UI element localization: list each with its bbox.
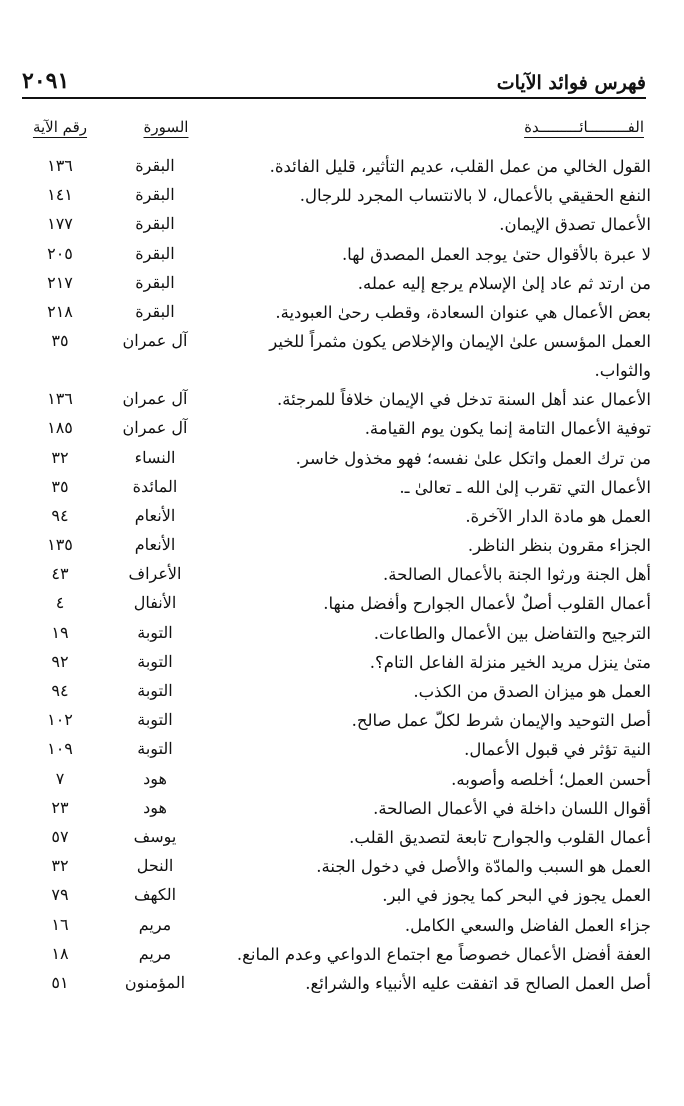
ayah-number: ٢١٨	[47, 301, 73, 321]
index-row	[0, 558, 684, 587]
ayah-number: ٢٣	[51, 797, 69, 817]
column-header-ayah: رقم الآية	[32, 118, 88, 136]
ayah-number: ٢١٧	[47, 272, 73, 292]
surah-name: الأنعام	[134, 505, 176, 525]
index-row	[0, 967, 684, 996]
benefit-text: توفية الأعمال التامة إنما يكون يوم القيامة.	[364, 419, 651, 439]
column-header-fawaid: الفـــــــــائـــــــــدة	[524, 118, 644, 136]
ayah-number: ١٨	[51, 943, 69, 963]
benefit-text: الأعمال عند أهل السنة تدخل في الإيمان خلافاً للمرجئة.	[277, 390, 651, 410]
index-row	[0, 412, 684, 441]
benefit-text: متىٰ ينزل مريد الخير منزلة الفاعل التام؟.	[369, 652, 651, 672]
benefit-text: من ارتد ثم عاد إلىٰ الإسلام يرجع إليه عمله.	[357, 273, 651, 293]
surah-name: الكهف	[133, 885, 177, 905]
benefit-text: بعض الأعمال هي عنوان السعادة، وقطب رحىٰ العبودية.	[275, 302, 651, 322]
index-row	[0, 383, 684, 412]
index-row	[0, 909, 684, 938]
surah-name: آل عمران	[122, 389, 188, 409]
benefit-text: العمل هو السبب والمادّة والأصل في دخول الجنة.	[316, 857, 651, 877]
benefit-text: العمل يجوز في البحر كما يجوز في البر.	[382, 886, 651, 906]
ayah-number: ٢٠٥	[47, 243, 73, 263]
surah-name: النساء	[134, 447, 176, 467]
index-row	[0, 821, 684, 850]
surah-name: مريم	[138, 914, 172, 934]
benefit-text: أحسن العمل؛ أخلصه وأصوبه.	[451, 769, 651, 789]
surah-name: مريم	[138, 943, 172, 963]
index-row	[0, 267, 684, 296]
ayah-number: ١٤١	[47, 185, 73, 205]
index-row	[0, 792, 684, 821]
benefit-text: أقوال اللسان داخلة في الأعمال الصالحة.	[373, 798, 651, 818]
ayah-number: ٣٢	[51, 447, 69, 467]
index-row	[0, 733, 684, 762]
ayah-number: ٧	[55, 768, 65, 788]
index-row	[0, 529, 684, 558]
surah-name: الأنفال	[133, 593, 177, 613]
benefit-text: الأعمال التي تقرب إلىٰ الله ـ تعالىٰ ـ.	[399, 477, 651, 497]
page-title: فهرس فوائد الآيات	[496, 72, 646, 94]
index-row	[0, 325, 684, 383]
surah-name: المائدة	[132, 476, 178, 496]
index-row	[0, 617, 684, 646]
index-row	[0, 646, 684, 675]
ayah-number: ١٣٥	[47, 535, 73, 555]
ayah-number: ٥١	[51, 972, 69, 992]
surah-name: النحل	[136, 856, 174, 876]
benefit-text: العفة أفضل الأعمال خصوصاً مع اجتماع الدواعي وعدم المانع.	[236, 944, 651, 964]
benefit-text: العمل المؤسس علىٰ الإيمان والإخلاص يكون مثمراً للخير والثواب.	[269, 332, 651, 381]
ayah-number: ٤٣	[51, 564, 69, 584]
surah-name: البقرة	[135, 243, 175, 263]
surah-name: يوسف	[133, 826, 177, 846]
ayah-number: ١٨٥	[47, 418, 73, 438]
index-row	[0, 763, 684, 792]
index-row	[0, 208, 684, 237]
index-row	[0, 150, 684, 179]
page-number: ٢٠٩١	[22, 68, 70, 94]
surah-name: التوبة	[137, 651, 173, 671]
benefit-text: الترجيح والتفاضل بين الأعمال والطاعات.	[373, 623, 651, 643]
benefit-text: القول الخالي من عمل القلب، عديم التأثير، قليل الفائدة.	[269, 157, 651, 176]
ayah-number: ٣٥	[51, 476, 69, 496]
benefit-text: جزاء العمل الفاضل والسعي الكامل.	[404, 915, 651, 935]
surah-name: التوبة	[137, 710, 173, 730]
index-row	[0, 850, 684, 879]
surah-name: آل عمران	[122, 331, 188, 351]
surah-name: البقرة	[135, 185, 175, 205]
ayah-number: ١٣٦	[47, 389, 73, 409]
surah-name: الأنعام	[134, 535, 176, 555]
ayah-number: ١٣٦	[47, 156, 73, 175]
ayah-number: ١٠٩	[47, 739, 73, 759]
benefit-text: الأعمال تصدق الإيمان.	[499, 215, 651, 235]
index-row	[0, 442, 684, 471]
index-rows	[0, 150, 684, 996]
ayah-number: ٩٤	[51, 681, 69, 700]
surah-name: التوبة	[137, 622, 173, 642]
index-row	[0, 471, 684, 500]
surah-name: آل عمران	[122, 418, 188, 438]
surah-name: هود	[143, 797, 167, 817]
ayah-number: ٥٧	[51, 826, 69, 846]
ayah-number: ٩٢	[51, 651, 69, 671]
surah-name: التوبة	[137, 681, 173, 700]
ayah-number: ١٧٧	[47, 214, 73, 234]
ayah-number: ٤	[55, 593, 65, 613]
benefit-text: من ترك العمل واتكل علىٰ نفسه؛ فهو مخذول خاسر.	[295, 448, 651, 468]
ayah-number: ١٩	[51, 622, 69, 642]
surah-name: البقرة	[135, 272, 175, 292]
index-row	[0, 675, 684, 704]
surah-name: المؤمنون	[124, 972, 186, 992]
benefit-text: أعمال القلوب أصلٌ لأعمال الجوارح وأفضل منها.	[323, 594, 651, 614]
index-row	[0, 238, 684, 267]
page-header	[22, 60, 646, 94]
benefit-text: أهل الجنة ورثوا الجنة بالأعمال الصالحة.	[383, 565, 651, 585]
benefit-text: الجزاء مقرون بنظر الناظر.	[467, 536, 651, 556]
benefit-text: العمل هو ميزان الصدق من الكذب.	[413, 682, 651, 701]
index-row	[0, 179, 684, 208]
benefit-text: أصل التوحيد والإيمان شرط لكلّ عمل صالح.	[351, 711, 651, 731]
index-row	[0, 296, 684, 325]
benefit-text: أصل العمل الصالح قد اتفقت عليه الأنبياء والشرائع.	[305, 973, 651, 993]
ayah-number: ٩٤	[51, 505, 69, 525]
index-row	[0, 704, 684, 733]
benefit-text: أعمال القلوب والجوارح تابعة لتصديق القلب.	[349, 827, 651, 847]
index-row	[0, 500, 684, 529]
benefit-text: النية تؤثر في قبول الأعمال.	[464, 740, 651, 760]
ayah-number: ١٠٢	[47, 710, 73, 730]
surah-name: هود	[143, 768, 167, 788]
benefit-text: النفع الحقيقي بالأعمال، لا بالانتساب المجرد للرجال.	[299, 186, 651, 206]
surah-name: التوبة	[137, 739, 173, 759]
ayah-number: ٧٩	[51, 885, 69, 905]
ayah-number: ١٦	[51, 914, 69, 934]
surah-name: البقرة	[135, 156, 175, 175]
benefit-text: العمل هو مادة الدار الآخرة.	[465, 506, 651, 526]
ayah-number: ٣٢	[51, 856, 69, 876]
surah-name: البقرة	[135, 214, 175, 234]
surah-name: البقرة	[135, 301, 175, 321]
header-rule	[22, 97, 646, 99]
surah-name: الأعراف	[128, 564, 182, 584]
index-row	[0, 938, 684, 967]
ayah-number: ٣٥	[51, 331, 69, 351]
column-header-surah: السورة	[143, 118, 189, 136]
index-row	[0, 587, 684, 616]
benefit-text: لا عبرة بالأقوال حتىٰ يوجد العمل المصدق لها.	[341, 244, 651, 264]
index-row	[0, 879, 684, 908]
